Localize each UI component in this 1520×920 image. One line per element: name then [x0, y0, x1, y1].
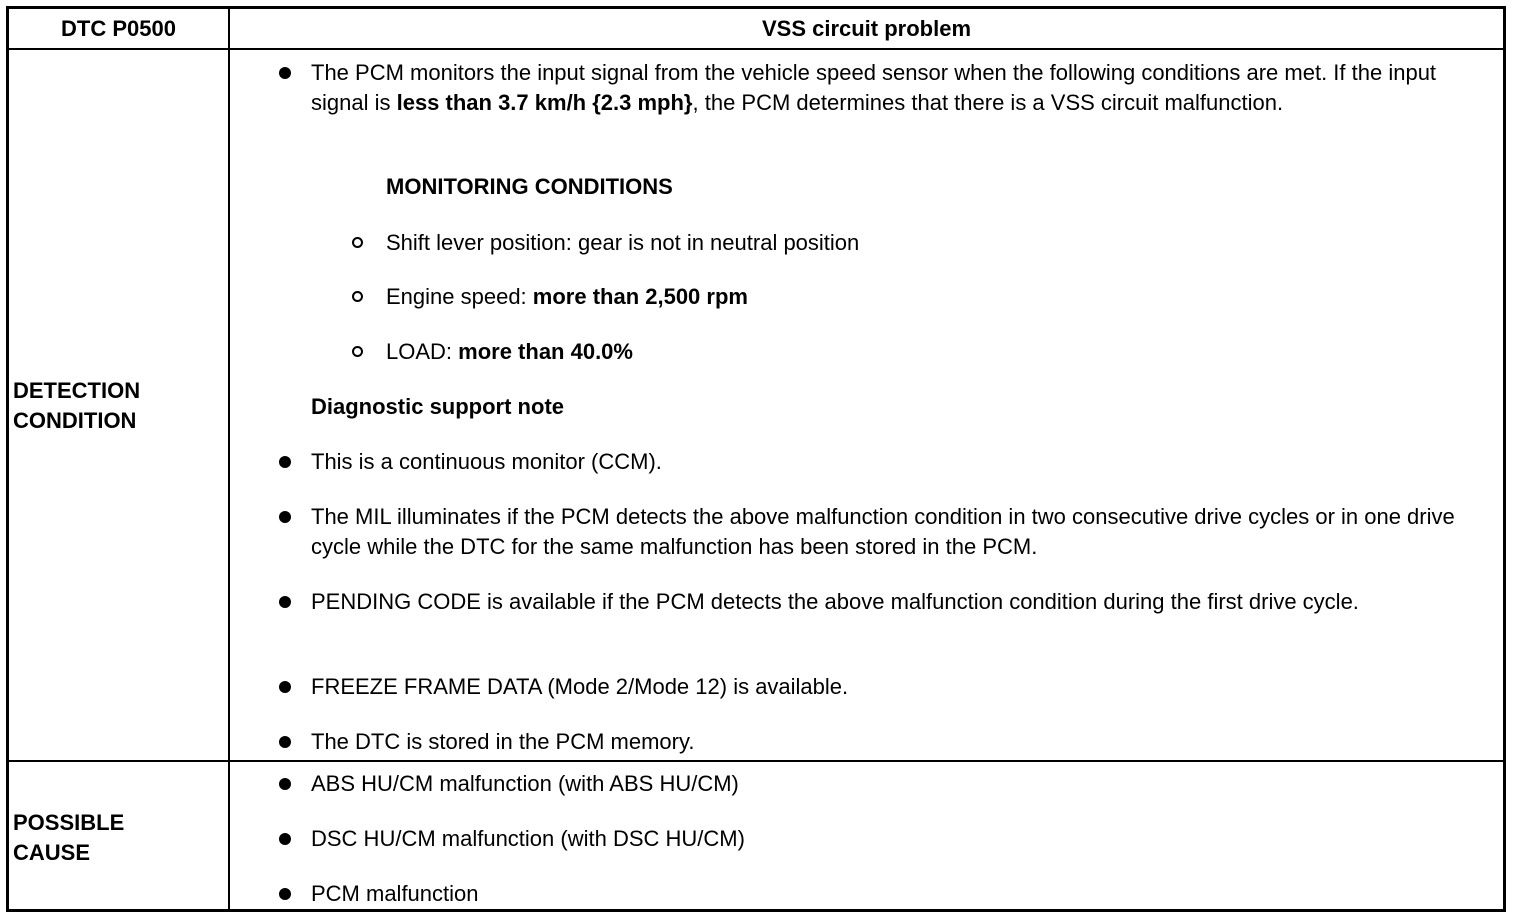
- dtc-title-header: VSS circuit problem: [761, 15, 972, 41]
- hollow-bullet-icon: [352, 291, 363, 302]
- hollow-bullet-icon: [352, 237, 363, 248]
- bullet-icon: [279, 511, 291, 523]
- main-detection-text: The PCM monitors the input signal from the vehicle speed sensor when the following conditions are met. If the input signal is less than 3.7 km/h {2.3 mph}, the PCM determines that there is a VSS circuit malfunction.: [311, 60, 1437, 115]
- hollow-bullet-icon: [352, 346, 363, 357]
- header-divider: [9, 48, 1503, 50]
- bullet-icon: [279, 67, 291, 79]
- dtc-table: DTC P0500 VSS circuit problem DETECTION CONDITION The PCM monitors the input signal from the vehicle speed sensor when the following conditions are met. If the input signal is less than 3.7 km/h {2.3 mph}, the PCM determines that there is a VSS circuit malfunction. MONITORING CONDITIONS Shift lever position: gear is not in neutral position Engine speed: more than 2,500 rpm LOAD: more than 40.0% Diagnostic support note This is a continuous monitor (CCM). The MIL illuminates if the PCM detects the above malfunction condition in two consecutive drive cycles or in one drive cycle while the DTC for the same malfunction has been stored in the PCM. PENDING CODE is available if the PCM detects the above malfunction condition during the first drive cycle. FREEZE FRAME DATA (Mode 2/Mode 12) is available. The DTC is stored in the PCM memory. POSSIBLE CAUSE ABS HU/CM malfunction (with ABS HU/CM) DSC HU/CM malfunction (with DSC HU/CM) PCM malfunction: [6, 6, 1506, 912]
- bullet-icon: [279, 736, 291, 748]
- bullet-icon: [279, 833, 291, 845]
- bullet-icon: [279, 778, 291, 790]
- possible-cause-label: POSSIBLE CAUSE: [13, 810, 125, 865]
- bullet-icon: [279, 456, 291, 468]
- row-divider: [9, 760, 1503, 762]
- dtc-code-header: DTC P0500: [61, 15, 176, 41]
- column-divider: [228, 9, 230, 909]
- bullet-icon: [279, 596, 291, 608]
- bullet-icon: [279, 681, 291, 693]
- bullet-icon: [279, 888, 291, 900]
- detection-condition-label: DETECTION CONDITION: [13, 378, 141, 433]
